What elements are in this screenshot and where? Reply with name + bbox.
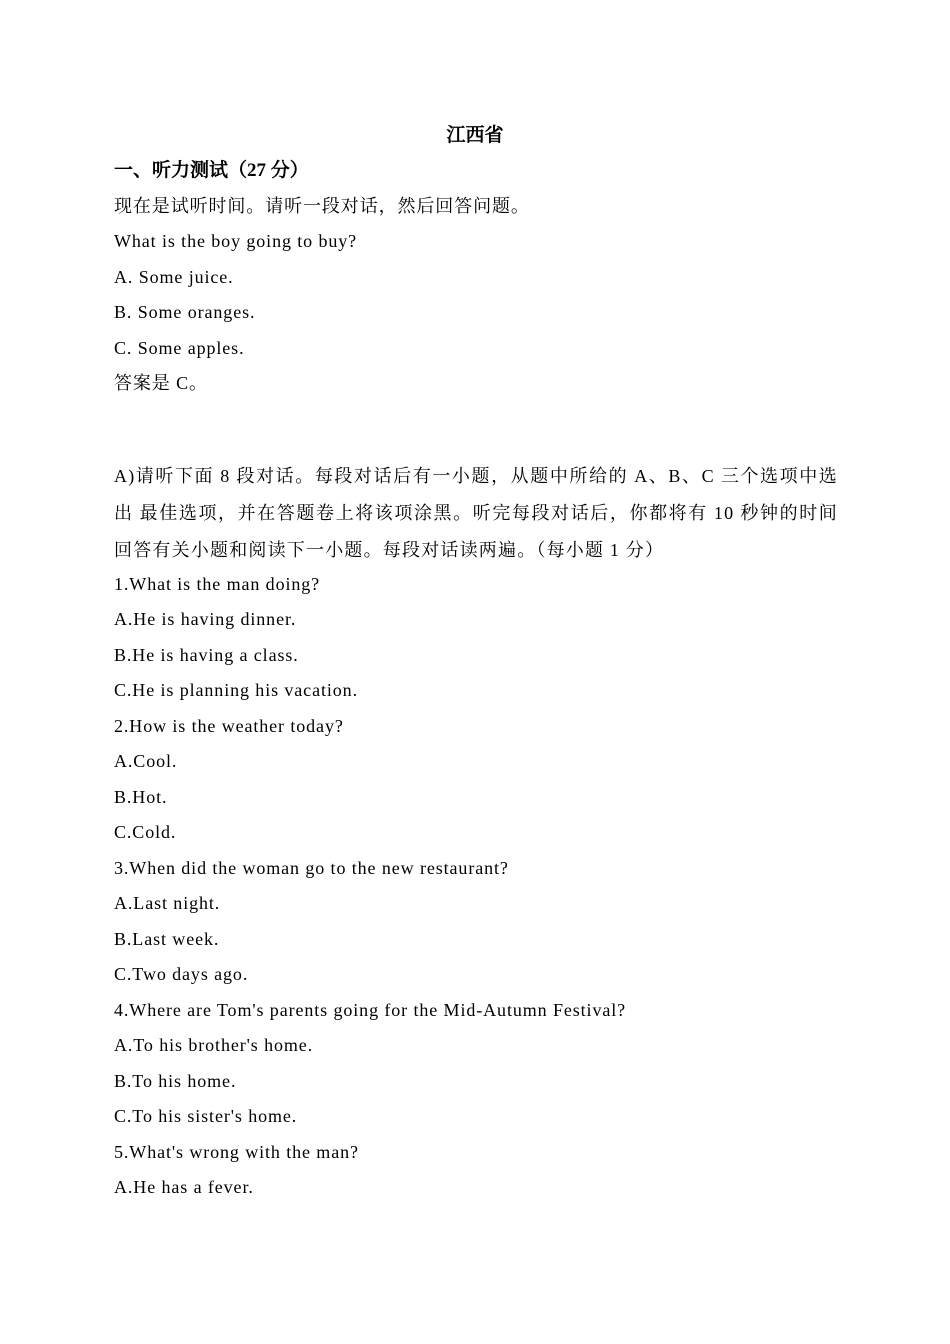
question-1-option-b: B.He is having a class. — [114, 645, 299, 665]
question-3-option-c: C.Two days ago. — [114, 964, 249, 984]
question-5-option-a: A.He has a fever. — [114, 1177, 254, 1197]
example-option-a: A. Some juice. — [114, 267, 234, 287]
example-intro: 现在是试听时间。请听一段对话，然后回答问题。 — [114, 196, 530, 216]
question-1-option-a: A.He is having dinner. — [114, 609, 297, 629]
question-2-option-b: B.Hot. — [114, 787, 168, 807]
section-heading: 一、听力测试（27 分） — [114, 160, 309, 181]
question-2-option-c: C.Cold. — [114, 822, 177, 842]
question-4-option-b: B.To his home. — [114, 1071, 237, 1091]
example-answer: 答案是 C。 — [114, 373, 208, 393]
part-a-instructions: A)请听下面 8 段对话。每段对话后有一小题，从题中所给的 A、B、C 三个选项中选出 最佳选项，并在答题卷上将该项涂黑。听完每段对话后，你都将有 10 秒钟的时间回答有关小题和阅读下一小题。每段对话读两遍。（每小题 1 分） — [114, 466, 838, 560]
question-2-option-a: A.Cool. — [114, 751, 178, 771]
question-1: 1.What is the man doing? — [114, 574, 321, 594]
question-2: 2.How is the weather today? — [114, 716, 344, 736]
question-4-option-c: C.To his sister's home. — [114, 1106, 298, 1126]
question-3-option-b: B.Last week. — [114, 929, 220, 949]
question-1-option-c: C.He is planning his vacation. — [114, 680, 358, 700]
question-4-option-a: A.To his brother's home. — [114, 1035, 314, 1055]
question-3: 3.When did the woman go to the new restaurant? — [114, 858, 509, 878]
example-option-b: B. Some oranges. — [114, 302, 256, 322]
question-5: 5.What's wrong with the man? — [114, 1142, 359, 1162]
example-question: What is the boy going to buy? — [114, 231, 358, 251]
question-4: 4.Where are Tom's parents going for the Mid-Autumn Festival? — [114, 1000, 627, 1020]
example-option-c: C. Some apples. — [114, 338, 245, 358]
question-3-option-a: A.Last night. — [114, 893, 221, 913]
document-title: 江西省 — [446, 125, 504, 146]
